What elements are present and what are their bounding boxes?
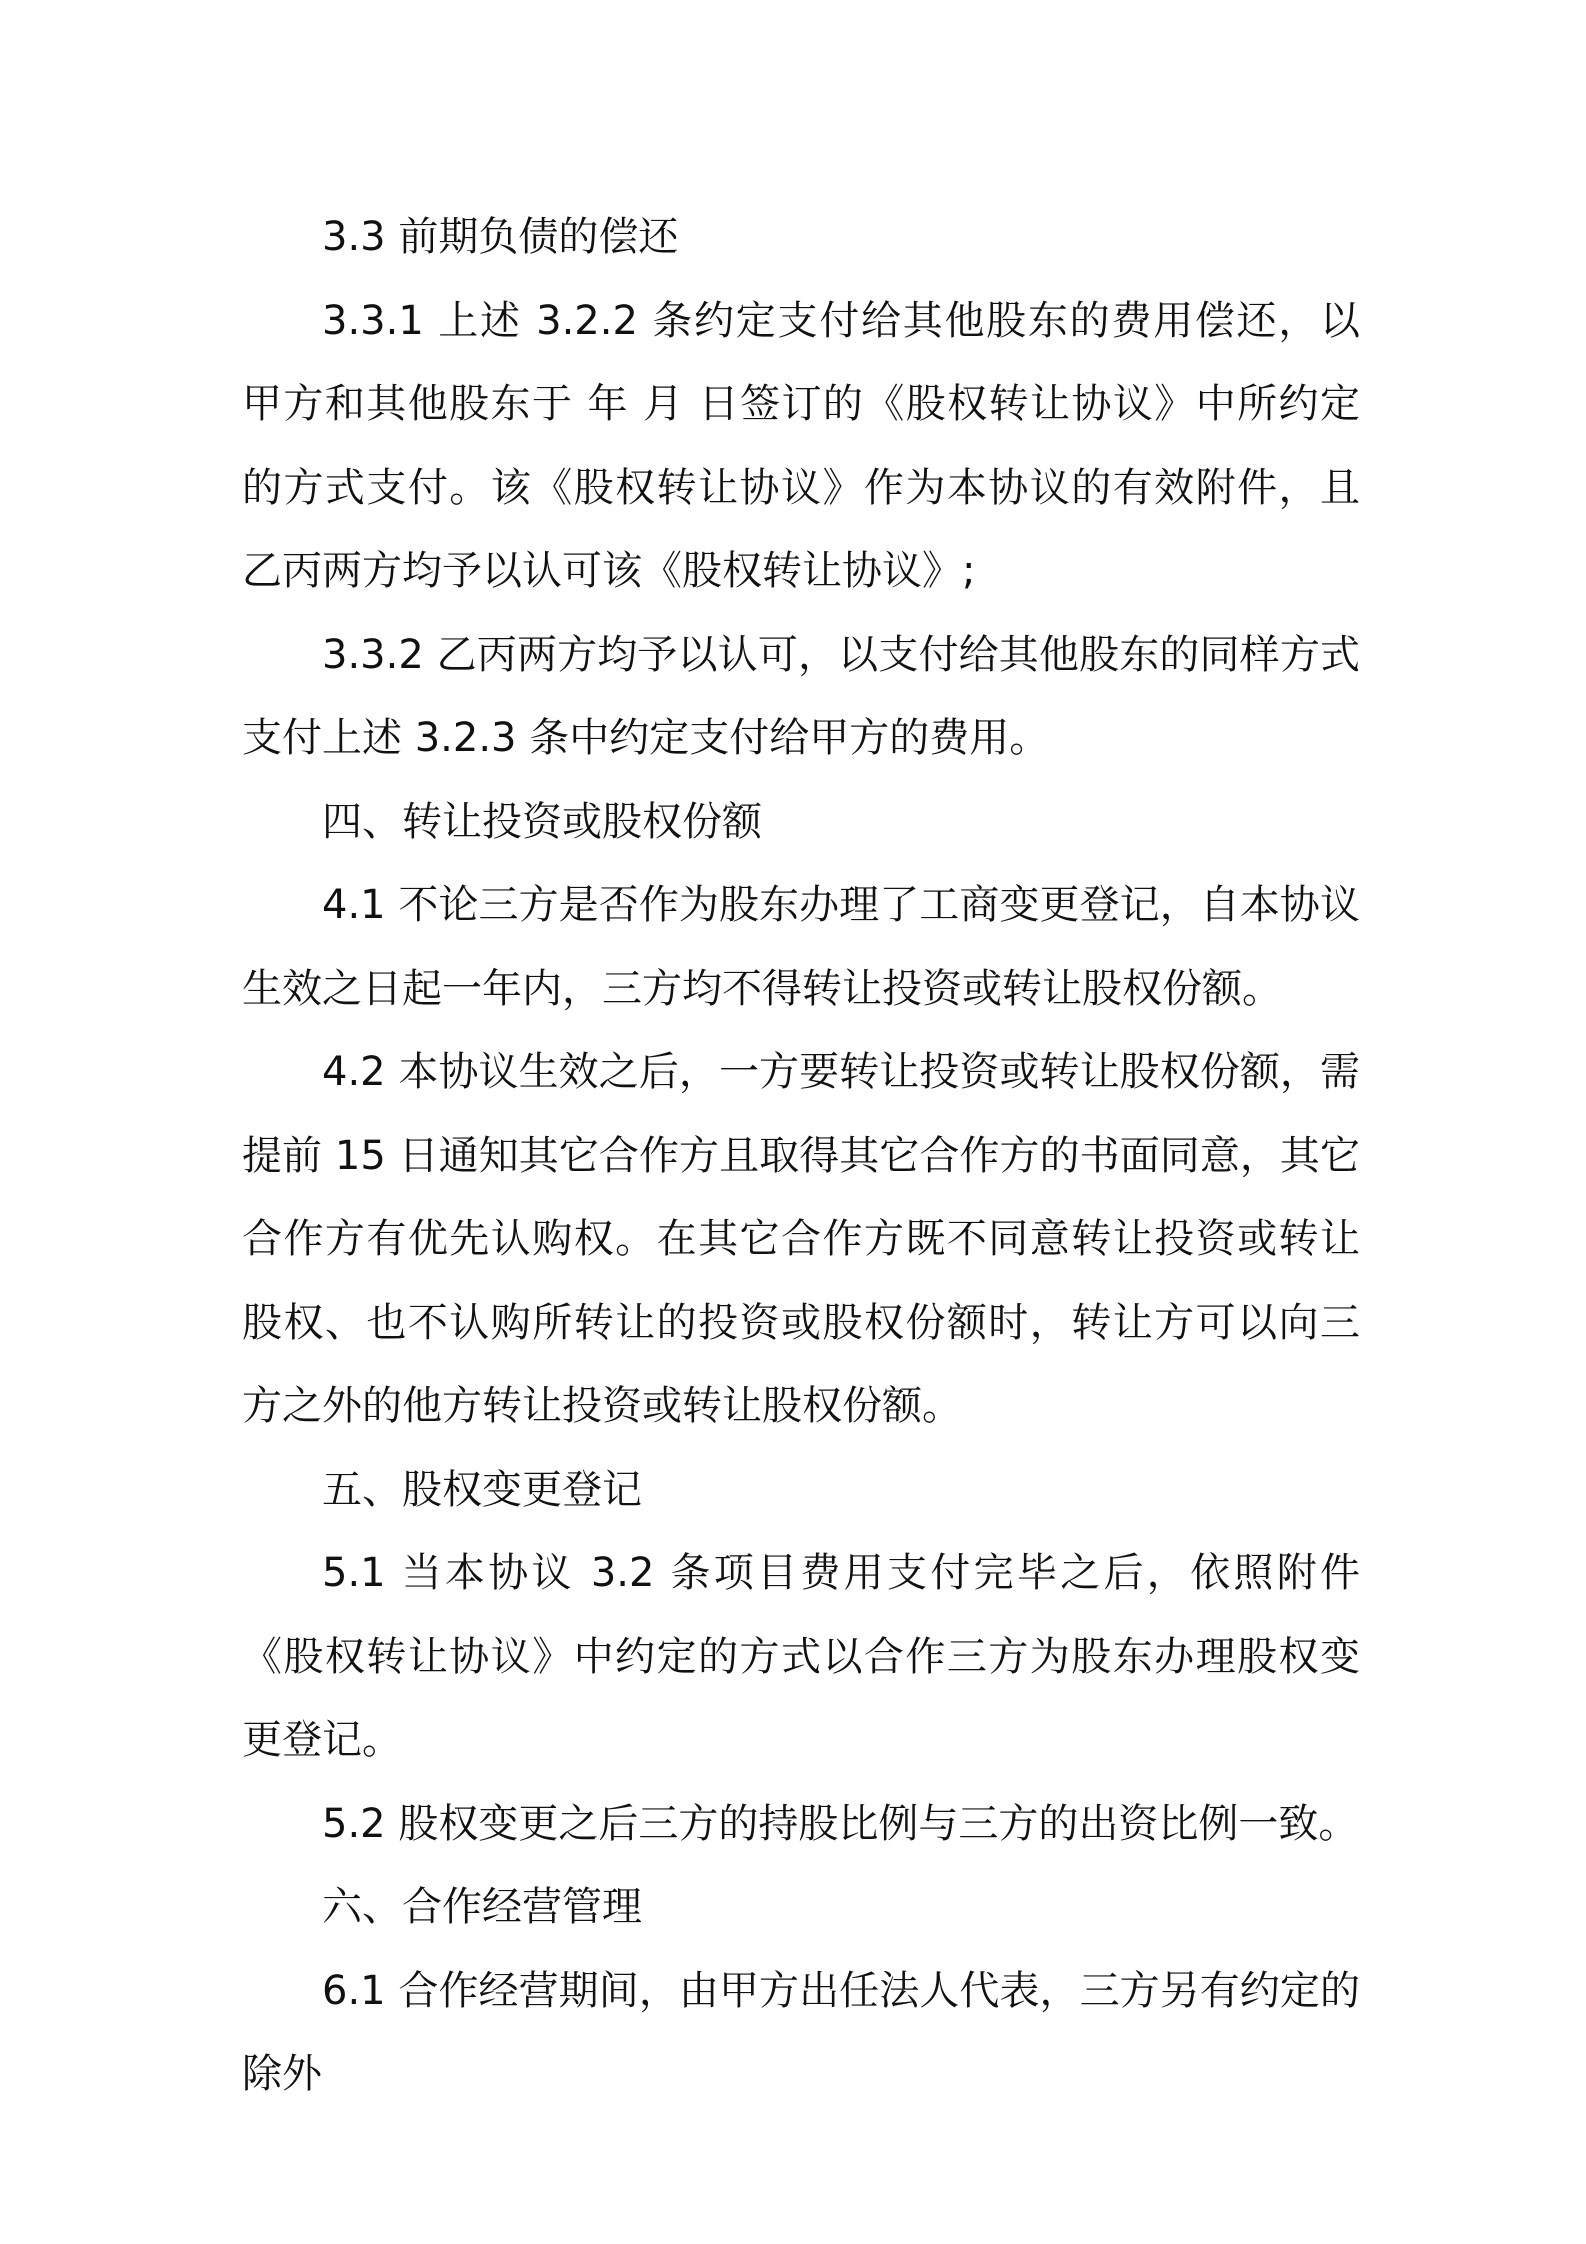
- clause-5-2: 5.2 股权变更之后三方的持股比例与三方的出资比例一致。: [322, 1800, 1359, 1847]
- section-heading-6: 六、合作经营管理: [322, 1884, 642, 1930]
- clause-4-1: 4.1 不论三方是否作为股东办理了工商变更登记，自本协议生效之日起一年内，三方均不得转让投资或转让股权份额。: [242, 882, 1360, 1012]
- clause-6-1: 6.1 合作经营期间，由甲方出任法人代表，三方另有约定的除外: [242, 1967, 1360, 2097]
- section-heading-4: 四、转让投资或股权份额: [322, 798, 762, 845]
- clause-3-3-2: 3.3.2 乙丙两方均予以认可，以支付给其他股东的同样方式支付上述 3.2.3 条中约定支付给甲方的费用。: [242, 631, 1360, 761]
- clause-5-1: 5.1 当本协议 3.2 条项目费用支付完毕之后，依照附件《股权转让协议》中约定的方式以合作三方为股东办理股权变更登记。: [242, 1550, 1360, 1763]
- document-body: [242, 196, 1360, 2117]
- clause-4-2: 4.2 本协议生效之后，一方要转让投资或转让股权份额，需提前 15 日通知其它合作方且取得其它合作方的书面同意，其它合作方有优先认购权。在其它合作方既不同意转让投资或转让股权、也不认购所转让的投资或股权份额时，转让方可以向三方之外的他方转让投资或转让股权份额。: [242, 1049, 1360, 1429]
- section-heading-5: 五、股权变更登记: [322, 1466, 642, 1513]
- clause-3-3-1: 3.3.1 上述 3.2.2 条约定支付给其他股东的费用偿还，以甲方和其他股东于 年 月 日签订的《股权转让协议》中所约定的方式支付。该《股权转让协议》作为本协议的有效附件，且乙丙两方均予以认可该《股权转让协议》;: [242, 297, 1360, 594]
- section-heading-3-3: 3.3 前期负债的偿还: [322, 214, 679, 260]
